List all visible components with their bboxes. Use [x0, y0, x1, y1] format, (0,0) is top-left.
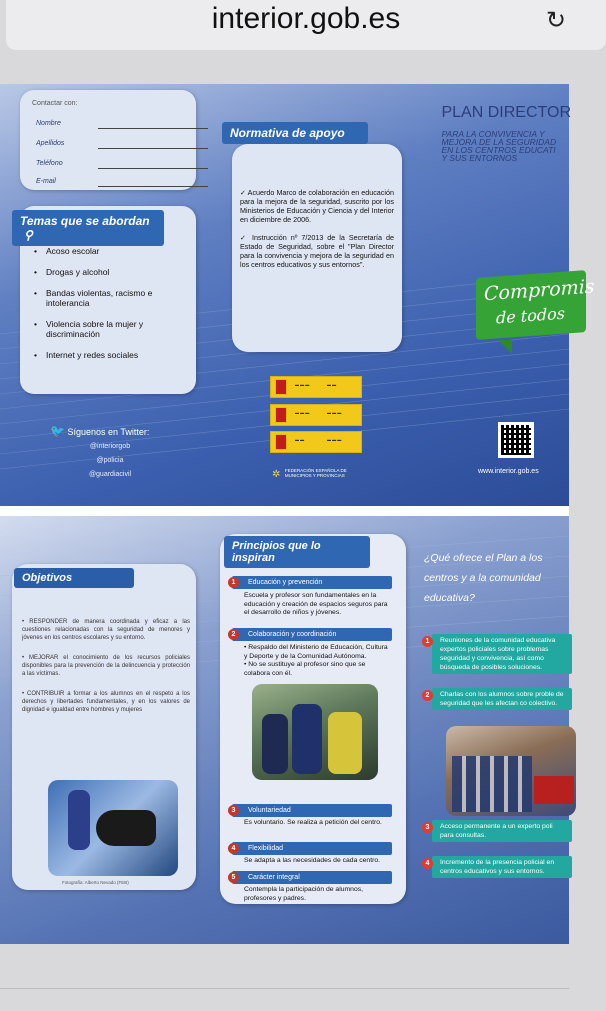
compromiso-logo: [476, 270, 595, 340]
number-badge: 3: [422, 822, 433, 833]
number-badge: 2: [228, 629, 239, 640]
ministry-logo: [270, 376, 362, 398]
plan-subtitle: [441, 130, 571, 162]
offer-item: [425, 688, 572, 710]
twitter-heading: [50, 424, 170, 438]
topics-list: [34, 246, 190, 371]
url-text: interior.gob.es: [211, 2, 401, 35]
normativa-title: Normativa de apoyo: [222, 122, 368, 144]
number-badge: 1: [228, 577, 239, 588]
panel-gap: [0, 506, 569, 516]
logo-text: ▬ ▬ ▬: [327, 437, 342, 442]
students-photo: [446, 726, 576, 816]
coat-of-arms-icon: [275, 407, 287, 423]
objetivos-card: [12, 564, 196, 890]
principle-text: • Respaldo del Ministerio de Educación, Cultura y Deporte y de la Comunidad Autónoma. • No se sustituye al profesor sino que se colabora con él.: [244, 644, 388, 677]
photo-caption: Fotografía: Alberto Nevado (FEB): [62, 880, 129, 885]
plan-subtitle-line: PARA LA CONVIVENCIA Y: [441, 129, 545, 139]
bottom-divider: [0, 988, 569, 989]
ofrece-title: [424, 548, 584, 608]
normativa-list: [240, 188, 394, 278]
stars-icon: ✲: [272, 469, 281, 480]
coat-of-arms-icon: [275, 434, 287, 450]
field-line: [98, 148, 208, 149]
list-item: • MEJORAR el conocimiento de los recursos policiales disponibles para la prevención de la delincuencia y protección a las víctimas.: [22, 655, 190, 677]
field-label-email: E-mail: [36, 178, 56, 185]
twitter-heading-text: Síguenos en Twitter:: [67, 427, 150, 437]
principle-text: Es voluntario. Se realiza a petición del centro.: [244, 819, 382, 826]
principle-label: Carácter integral: [248, 874, 300, 881]
field-label-apellidos: Apellidos: [36, 140, 65, 147]
number-badge: 2: [422, 690, 433, 701]
dog-photo: [48, 780, 178, 876]
field-label-nombre: Nombre: [36, 120, 61, 127]
contact-card: [20, 90, 196, 190]
number-badge: 4: [422, 858, 433, 869]
list-item: • RESPONDER de manera coordinada y eficaz a las cuestiones relacionadas con la seguridad de menores y jóvenes en los centros escolares y su entorno.: [22, 619, 190, 641]
list-item: • Bandas violentas, racismo e intolerancia: [34, 288, 190, 308]
brochure-inner-panel: [0, 516, 569, 944]
brochure-outer-panel: [0, 84, 595, 506]
ofrece-title-line: centros y a la comunidad: [424, 572, 541, 584]
logo-text: ▬ ▬: [295, 437, 305, 442]
brochure-page: [0, 84, 595, 944]
logo-text: ▬ ▬ ▬: [295, 410, 310, 415]
field-line: [98, 128, 208, 129]
police-photo: [252, 684, 378, 780]
logo-text: ▬ ▬ ▬: [327, 410, 342, 415]
person-figure: [68, 790, 90, 850]
plan-subtitle-line: Y SUS ENTORNOS: [441, 153, 518, 163]
logo-text: ▬ ▬ ▬: [295, 382, 310, 387]
twitter-handle[interactable]: @guardiacivil: [88, 471, 132, 478]
list-item: • Acoso escolar: [34, 246, 190, 256]
normativa-card: [232, 144, 402, 352]
search-icon: ⚲: [24, 228, 33, 242]
twitter-handles: [50, 440, 170, 482]
ofrece-title-line: ¿Qué ofrece el Plan a los: [424, 552, 543, 564]
number-badge: 4: [228, 843, 239, 854]
plan-title: PLAN DIRECTOR: [441, 104, 571, 121]
number-badge: 1: [422, 636, 433, 647]
twitter-block: [50, 424, 170, 482]
principle-text: Se adapta a las necesidades de cada centro.: [244, 857, 381, 864]
topics-title-text: Temas que se abordan: [20, 214, 150, 228]
femp-text: FEDERACIÓN ESPAÑOLA DE MUNICIPIOS Y PROVINCIAS: [284, 467, 347, 478]
list-item: • CONTRIBUIR a formar a los alumnos en el respeto a los derechos y libertades fundamentales, y en los valores de dignidad e igualdad entre hombres y mujeres: [22, 691, 190, 713]
officer-figure: [262, 714, 288, 774]
logo-text: ▬ ▬: [327, 382, 337, 387]
ministry-logo: [270, 431, 362, 453]
ministry-logo: [270, 404, 362, 426]
principle-text: Escuela y profesor son fundamentales en la educación y creación de espacios seguros para el desarrollo de niños y jóvenes.: [244, 592, 388, 616]
principle-bar: [232, 842, 392, 855]
principle-label: Flexibilidad: [248, 845, 284, 852]
offer-item: [425, 820, 572, 842]
offer-text: Charlas con los alumnos sobre proble de seguridad que les afectan co colectivo.: [440, 691, 564, 707]
offer-item: [425, 634, 572, 674]
field-line: [98, 168, 208, 169]
website-link[interactable]: www.interior.gob.es: [478, 468, 539, 475]
principle-label: Colaboración y coordinación: [248, 631, 337, 638]
offer-text: Reuniones de la comunidad educativa expertos policiales sobre problemas seguridad y convivencia, así como búsqueda de posibles soluciones.: [440, 637, 556, 671]
list-item: ✓ Instrucción nº 7/2013 de la Secretaría de Estado de Seguridad, sobre el "Plan Director para la convivencia y mejora de la seguridad en los centros educativos y sus entornos".: [240, 233, 394, 269]
reload-icon[interactable]: ↻: [545, 7, 566, 34]
students-figure: [452, 756, 532, 812]
dog-figure: [96, 810, 156, 846]
objetivos-list: [22, 618, 190, 714]
coat-of-arms-icon: [275, 379, 287, 395]
plan-subtitle-line: MEJORA DE LA SEGURIDAD: [441, 137, 557, 147]
offer-item: [425, 856, 572, 878]
officer-figure: [292, 704, 322, 774]
twitter-bird-icon: 🐦: [50, 424, 65, 438]
topics-title: [12, 210, 164, 246]
principle-bar: [232, 871, 392, 884]
list-item: ✓ Acuerdo Marco de colaboración en educación para la mejora de la seguridad, suscrito por los Ministerios de Educación y Ciencia y del Interior en diciembre de 2006.: [240, 188, 394, 224]
principle-bar: [232, 628, 392, 641]
twitter-handle[interactable]: @interiorgob: [89, 443, 131, 450]
list-item: • Violencia sobre la mujer y discriminación: [34, 319, 190, 339]
vest-figure: [328, 712, 362, 774]
twitter-handle[interactable]: @policia: [96, 457, 124, 464]
principios-title: Principios que lo inspiran: [224, 536, 370, 568]
plan-heading: [441, 104, 571, 162]
principle-text: Contempla la participación de alumnos, profesores y padres.: [244, 886, 364, 902]
contact-heading: Contactar con:: [32, 100, 78, 107]
principle-label: Voluntariedad: [248, 807, 291, 814]
logo-word: Compromis: [484, 275, 595, 306]
number-badge: 3: [228, 805, 239, 816]
field-label-telefono: Teléfono: [36, 160, 63, 167]
address-bar[interactable]: [6, 0, 606, 50]
number-badge: 5: [228, 872, 239, 883]
objetivo-text: RESPONDER de manera coordinada y eficaz a las cuestiones relacionadas con la seguridad de menores y jóvenes en los centros escolares y su entorno.: [22, 619, 190, 641]
logo-word: de todos: [496, 303, 565, 328]
logo-tail: [498, 340, 512, 354]
objetivos-title: Objetivos: [14, 568, 134, 588]
list-item: • Drogas y alcohol: [34, 267, 190, 277]
offer-text: Acceso permanente a un experto poli para consultas.: [440, 823, 553, 839]
objetivo-text: CONTRIBUIR a formar a los alumnos en el respeto a los derechos y libertades fundamentales, y en los valores de dignidad e igualdad entre hombres y mujeres: [22, 691, 190, 713]
plan-subtitle-line: EN LOS CENTROS EDUCATI: [441, 145, 556, 155]
qr-code[interactable]: [498, 422, 534, 458]
table-figure: [534, 776, 574, 804]
ofrece-title-line: educativa?: [424, 592, 475, 604]
principle-bar: [232, 804, 392, 817]
principle-label: Educación y prevención: [248, 579, 323, 586]
principle-bar: [232, 576, 392, 589]
offer-text: Incremento de la presencia policial en centros educativos y sus entornos.: [440, 859, 555, 875]
objetivo-text: MEJORAR el conocimiento de los recursos policiales disponibles para la prevención de la delincuencia y protección a las víctimas.: [22, 655, 190, 677]
list-item: • Internet y redes sociales: [34, 350, 190, 360]
femp-logo: [272, 464, 372, 482]
field-line: [98, 186, 208, 187]
